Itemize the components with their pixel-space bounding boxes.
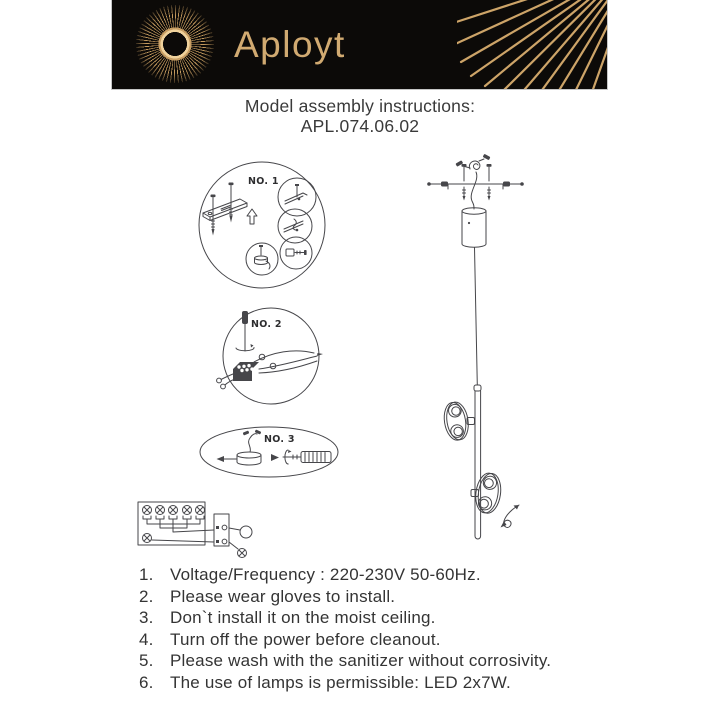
step-3-label: NO. 3	[264, 434, 295, 445]
assembly-step-2-figure	[217, 308, 323, 404]
instruction-text: Don`t install it on the moist ceiling.	[170, 608, 436, 628]
model-number: APL.074.06.02	[300, 115, 420, 136]
step-1-label: NO. 1	[248, 176, 279, 187]
assembly-step-1-figure	[199, 162, 325, 288]
instruction-number: 1.	[139, 565, 154, 584]
instruction-text: Voltage/Frequency : 220-230V 50-60Hz.	[170, 565, 481, 584]
instruction-number: 3.	[139, 608, 154, 628]
instruction-item-1	[139, 564, 551, 586]
brand-wordmark: Aployt	[234, 23, 346, 65]
wiring-schematic	[138, 502, 252, 558]
instruction-text: Please wash with the sanitizer without corrosivity.	[170, 651, 552, 671]
step-2-label: NO. 2	[251, 319, 282, 330]
instruction-item-6	[139, 672, 551, 694]
instruction-number: 5.	[139, 651, 154, 671]
instruction-list	[139, 564, 551, 694]
instruction-item-2	[139, 586, 551, 608]
page-title: Model assembly instructions:	[244, 96, 476, 116]
instruction-number: 4.	[139, 629, 154, 649]
instruction-item-4	[139, 629, 551, 651]
assembly-step-3-figure	[200, 427, 338, 477]
instruction-text: The use of lamps is permissible: LED 2x7W.	[170, 672, 511, 692]
instruction-number: 2.	[139, 586, 154, 606]
instruction-text: Please wear gloves to install.	[170, 586, 396, 606]
instruction-text: Turn off the power before cleanout.	[170, 629, 441, 649]
pendant-lamp-figure	[427, 154, 524, 539]
instruction-number: 6.	[139, 672, 154, 692]
instruction-item-5	[139, 650, 551, 672]
instruction-item-3	[139, 607, 551, 629]
